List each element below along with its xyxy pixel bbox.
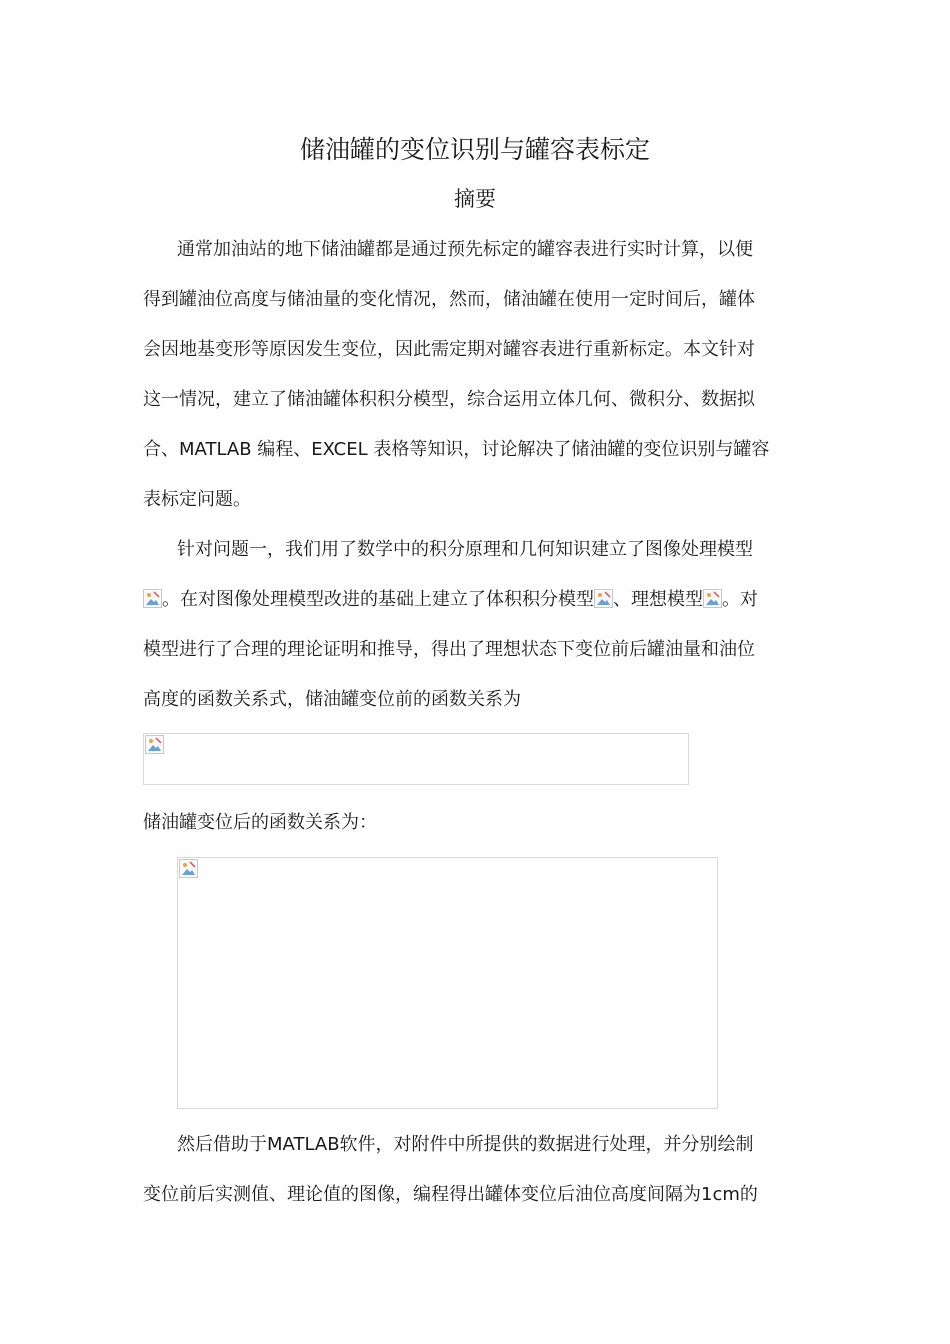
- document-title: 储油罐的变位识别与罐容表标定: [299, 135, 650, 164]
- text-fragment: 。在对图像处理模型改进的基础上建立了体积积分模型: [162, 589, 594, 610]
- broken-image-icon: [143, 589, 162, 608]
- paragraph-1: [143, 225, 808, 525]
- formula-after-label: 储油罐变位后的函数关系为：: [143, 812, 377, 833]
- text-line: [143, 575, 808, 625]
- text-line: 变位前后实测值、理论值的图像，编程得出罐体变位后油位高度间隔为1cm的: [143, 1184, 758, 1205]
- text-fragment: 、理想模型: [613, 589, 703, 610]
- text-line: 会因地基变形等原因发生变位，因此需定期对罐容表进行重新标定。本文针对: [143, 339, 755, 360]
- text-line: 表标定问题。: [143, 489, 251, 510]
- text-line: 模型进行了合理的理论证明和推导，得出了理想状态下变位前后罐油量和油位: [143, 639, 755, 660]
- text-line: 高度的函数关系式，储油罐变位前的函数关系为: [143, 689, 521, 710]
- broken-image-icon: [145, 735, 164, 754]
- text-line: 然后借助于MATLAB软件，对附件中所提供的数据进行处理，并分别绘制: [177, 1134, 754, 1155]
- text-fragment: 。对: [722, 589, 758, 610]
- text-line: 针对问题一，我们用了数学中的积分原理和几何知识建立了图像处理模型: [177, 539, 753, 560]
- broken-image-icon: [179, 859, 198, 878]
- broken-image-icon: [703, 589, 722, 608]
- text-line: 得到罐油位高度与储油量的变化情况，然而，储油罐在使用一定时间后，罐体: [143, 289, 755, 310]
- paragraph-3: [143, 1120, 808, 1220]
- paragraph-2: [143, 525, 808, 725]
- formula-before-image: [143, 733, 689, 785]
- abstract-body: [143, 225, 808, 725]
- broken-image-icon: [594, 589, 613, 608]
- formula-after-image: [177, 857, 718, 1109]
- abstract-heading: 摘要: [454, 187, 496, 211]
- text-line: 这一情况，建立了储油罐体积积分模型，综合运用立体几何、微积分、数据拟: [143, 389, 755, 410]
- text-line: 合、MATLAB 编程、EXCEL 表格等知识，讨论解决了储油罐的变位识别与罐容: [143, 439, 770, 460]
- text-line: 通常加油站的地下储油罐都是通过预先标定的罐容表进行实时计算，以便: [177, 239, 753, 260]
